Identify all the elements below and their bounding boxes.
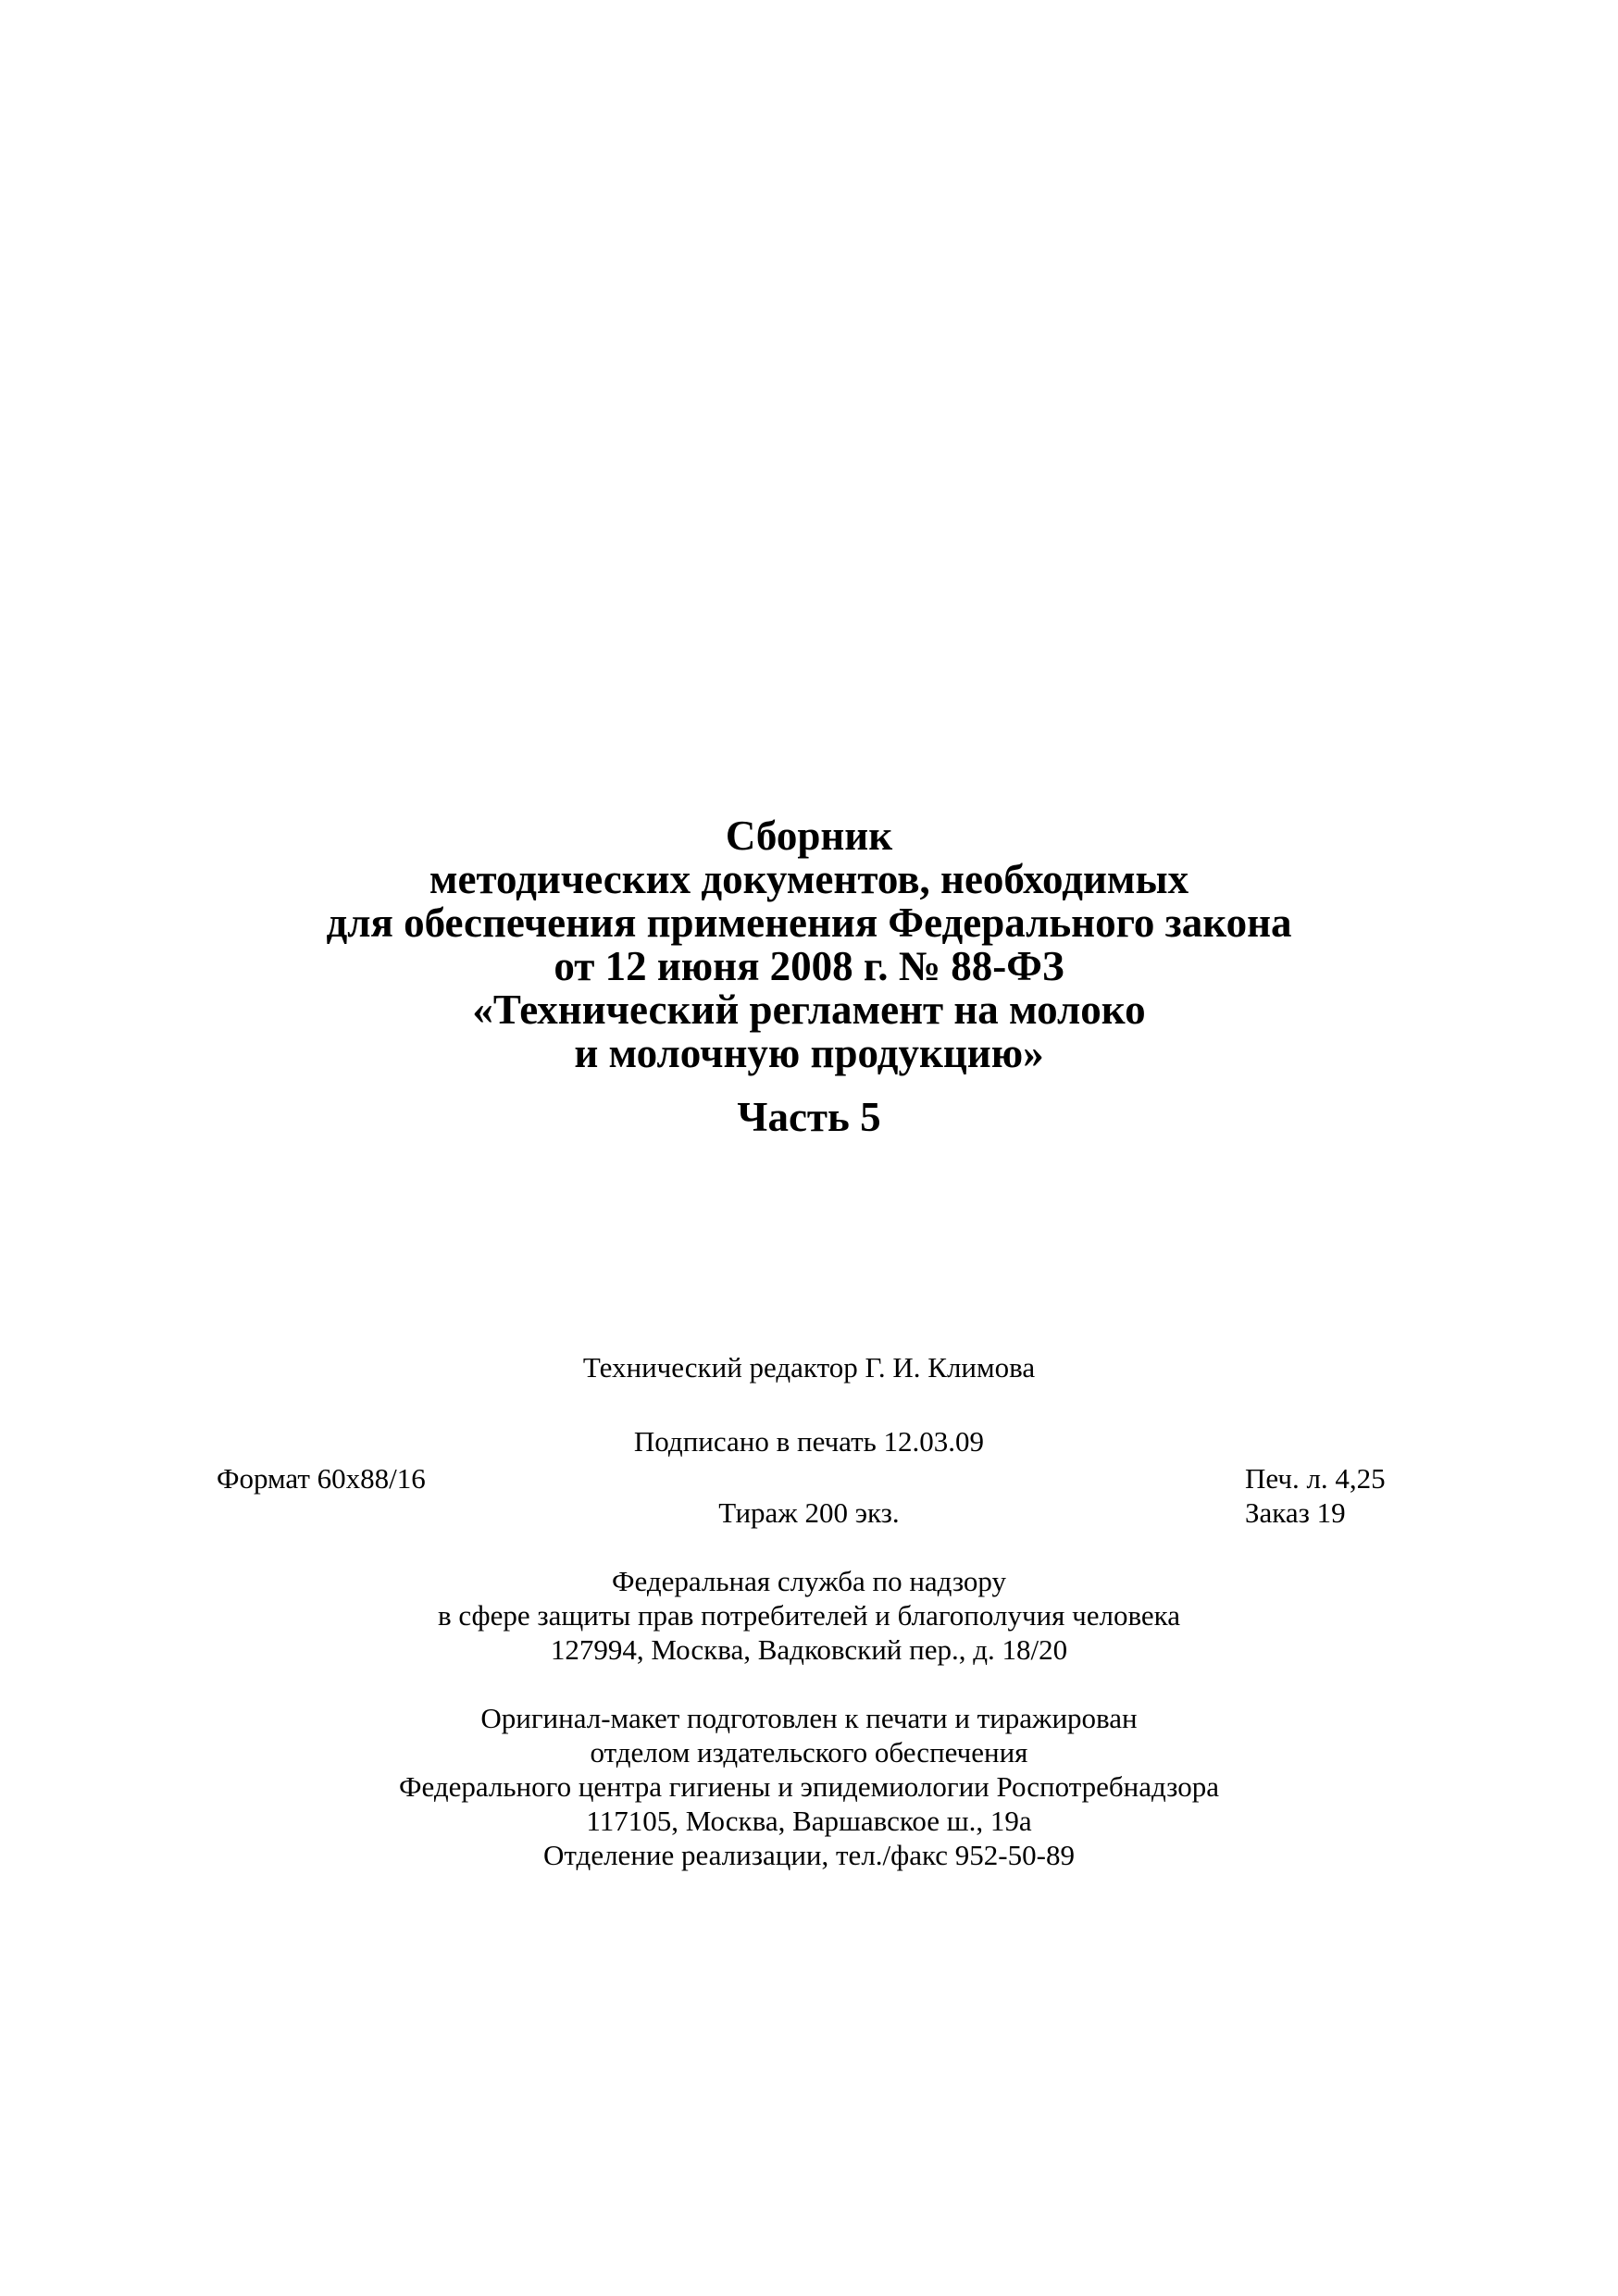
title-line-3: для обеспечения применения Федерального закона <box>326 900 1292 946</box>
publisher-line: в сфере защиты прав потребителей и благополучия человека <box>437 1599 1181 1632</box>
title-line-6: и молочную продукцию» <box>574 1030 1044 1076</box>
order-number: Заказ 19 <box>1245 1496 1346 1529</box>
printer-info <box>0 1701 1618 1872</box>
publisher-info <box>0 1564 1618 1667</box>
sales-contact: Отделение реализации, тел./факс 952-50-89 <box>543 1839 1075 1871</box>
title-line-5: «Технический регламент на молоко <box>472 987 1146 1033</box>
document-title <box>0 814 1618 1139</box>
printer-line: отделом издательского обеспечения <box>590 1736 1028 1769</box>
title-line-2: методических документов, необходимых <box>429 856 1189 902</box>
technical-editor: Технический редактор Г. И. Климова <box>582 1351 1036 1384</box>
print-sheets: Печ. л. 4,25 <box>1245 1462 1386 1495</box>
circulation: Тираж 200 экз. <box>718 1496 900 1529</box>
publisher-line: Федеральная служба по надзору <box>612 1565 1006 1597</box>
title-line-4: от 12 июня 2008 г. № 88-ФЗ <box>554 943 1064 989</box>
printer-line: Федерального центра гигиены и эпидемиологии Роспотребнадзора <box>399 1770 1219 1803</box>
printer-address: 117105, Москва, Варшавское ш., 19а <box>586 1805 1032 1837</box>
printer-line: Оригинал-макет подготовлен к печати и тиражирован <box>480 1702 1138 1734</box>
part-number: Часть 5 <box>737 1094 881 1140</box>
paper-format: Формат 60x88/16 <box>217 1462 426 1495</box>
signed-for-print: Подписано в печать 12.03.09 <box>633 1425 985 1458</box>
publisher-address: 127994, Москва, Вадковский пер., д. 18/20 <box>550 1633 1068 1666</box>
title-line-1: Сборник <box>725 813 893 859</box>
